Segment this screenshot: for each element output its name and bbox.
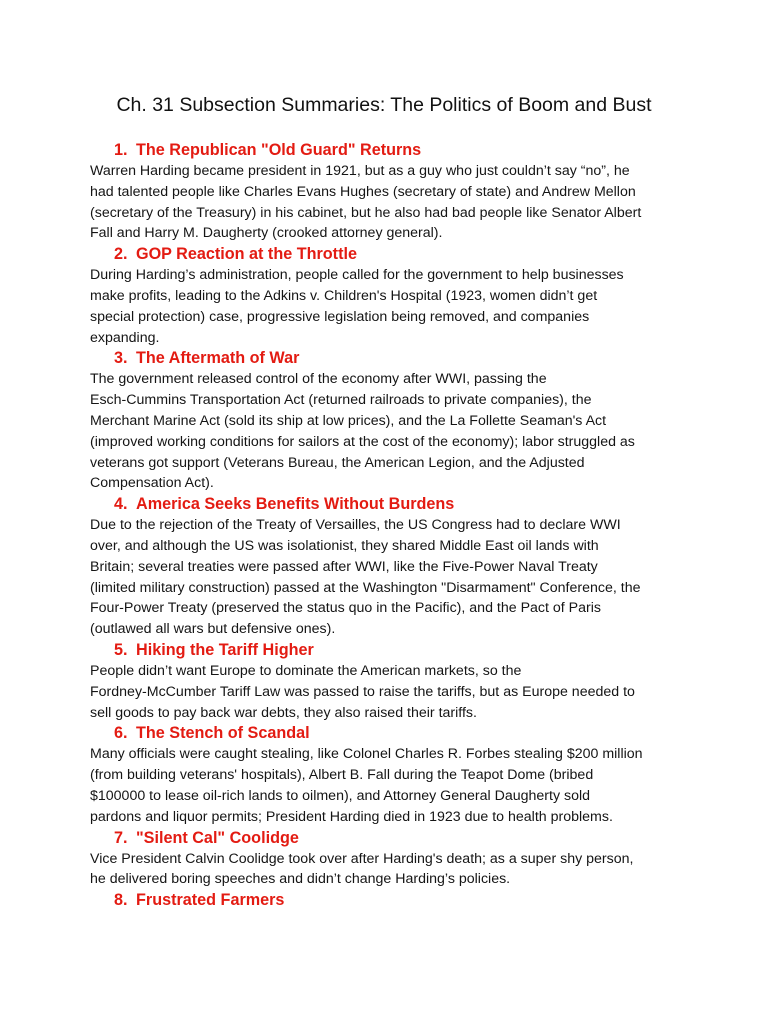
body-line: (improved working conditions for sailors at the cost of the economy); labor struggled as — [90, 433, 635, 450]
body-line: During Harding’s administration, people called for the government to help businesses — [90, 267, 624, 284]
section-heading-text: The Stench of Scandal — [136, 724, 310, 743]
body-line: Esch-Cummins Transportation Act (returned railroads to private companies), the — [90, 392, 592, 409]
body-line: (secretary of the Treasury) in his cabinet, but he also had bad people like Senator Albert — [90, 204, 642, 221]
section-body — [90, 161, 690, 244]
body-line: he delivered boring speeches and didn’t change Harding’s policies. — [90, 871, 511, 888]
summary-section — [90, 640, 690, 723]
body-line: sell goods to pay back war debts, they also raised their tariffs. — [90, 704, 477, 721]
section-heading — [90, 640, 690, 661]
document-title: Ch. 31 Subsection Summaries: The Politics of Boom and Bust — [116, 94, 652, 116]
section-number: 4. — [114, 495, 128, 514]
section-heading — [90, 828, 690, 849]
section-number: 5. — [114, 640, 128, 659]
summary-section — [90, 890, 690, 911]
body-line: make profits, leading to the Adkins v. Children's Hospital (1923, women didn’t get — [90, 287, 598, 304]
body-line: Vice President Calvin Coolidge took over after Harding's death; as a super shy person, — [90, 850, 634, 867]
summary-section — [90, 140, 690, 244]
section-number: 7. — [114, 828, 128, 847]
section-number: 8. — [114, 891, 128, 910]
body-line: (outlawed all wars but defensive ones). — [90, 621, 336, 638]
section-heading-text: "Silent Cal" Coolidge — [136, 828, 299, 847]
summary-section — [90, 244, 690, 348]
body-line: Due to the rejection of the Treaty of Versailles, the US Congress had to declare WWI — [90, 517, 621, 534]
section-heading — [90, 890, 690, 911]
summary-section — [90, 723, 690, 827]
section-heading — [90, 140, 690, 161]
section-body — [90, 661, 690, 723]
body-line: Four-Power Treaty (preserved the status quo in the Pacific), and the Pact of Paris — [90, 600, 601, 617]
section-heading-text: Frustrated Farmers — [136, 891, 285, 910]
body-line: had talented people like Charles Evans Hughes (secretary of state) and Andrew Mellon — [90, 183, 636, 200]
section-heading-text: The Republican "Old Guard" Returns — [136, 141, 422, 159]
section-heading — [90, 348, 690, 369]
section-body — [90, 369, 690, 494]
body-line: Compensation Act). — [90, 475, 214, 492]
body-line: special protection) case, progressive legislation being removed, and companies — [90, 308, 590, 325]
body-line: expanding. — [90, 329, 160, 346]
body-line: People didn’t want Europe to dominate the American markets, so the — [90, 662, 522, 679]
section-body — [90, 744, 690, 827]
body-line: Many officials were caught stealing, like Colonel Charles R. Forbes stealing $200 million — [90, 746, 643, 763]
body-line: Fall and Harry M. Daugherty (crooked attorney general). — [90, 225, 443, 242]
body-line: veterans got support (Veterans Bureau, the American Legion, and the Adjusted — [90, 454, 585, 471]
section-body — [90, 515, 690, 640]
body-line: Britain; several treaties were passed after WWI, like the Five-Power Naval Treaty — [90, 558, 598, 575]
body-line: The government released control of the economy after WWI, passing the — [90, 371, 547, 388]
section-heading-text: GOP Reaction at the Throttle — [136, 245, 357, 264]
body-line: Warren Harding became president in 1921, but as a guy who just couldn’t say “no”, he — [90, 163, 630, 179]
section-body — [90, 265, 690, 348]
summary-section — [90, 494, 690, 640]
body-line: pardons and liquor permits; President Harding died in 1923 due to health problems. — [90, 808, 613, 825]
section-number: 6. — [114, 724, 128, 743]
section-heading — [90, 244, 690, 265]
section-heading — [90, 723, 690, 744]
body-line: Fordney-McCumber Tariff Law was passed to raise the tariffs, but as Europe needed to — [90, 683, 635, 700]
section-number: 3. — [114, 349, 128, 368]
summary-section — [90, 828, 690, 891]
summary-section — [90, 348, 690, 494]
body-line: Merchant Marine Act (sold its ship at low prices), and the La Follette Seaman's Act — [90, 412, 607, 429]
section-heading-text: America Seeks Benefits Without Burdens — [136, 495, 455, 514]
section-heading — [90, 494, 690, 515]
body-line: (from building veterans' hospitals), Albert B. Fall during the Teapot Dome (bribed — [90, 767, 594, 784]
section-number: 1. — [114, 141, 128, 159]
section-heading-text: Hiking the Tariff Higher — [136, 640, 314, 659]
body-line: (limited military construction) passed at the Washington "Disarmament" Conference, the — [90, 579, 641, 596]
section-list — [90, 140, 690, 911]
body-line: over, and although the US was isolationist, they shared Middle East oil lands with — [90, 537, 599, 554]
section-number: 2. — [114, 245, 128, 264]
body-line: $100000 to lease oil-rich lands to oilmen), and Attorney General Daugherty sold — [90, 787, 591, 804]
section-body — [90, 849, 690, 891]
section-heading-text: The Aftermath of War — [136, 349, 300, 368]
